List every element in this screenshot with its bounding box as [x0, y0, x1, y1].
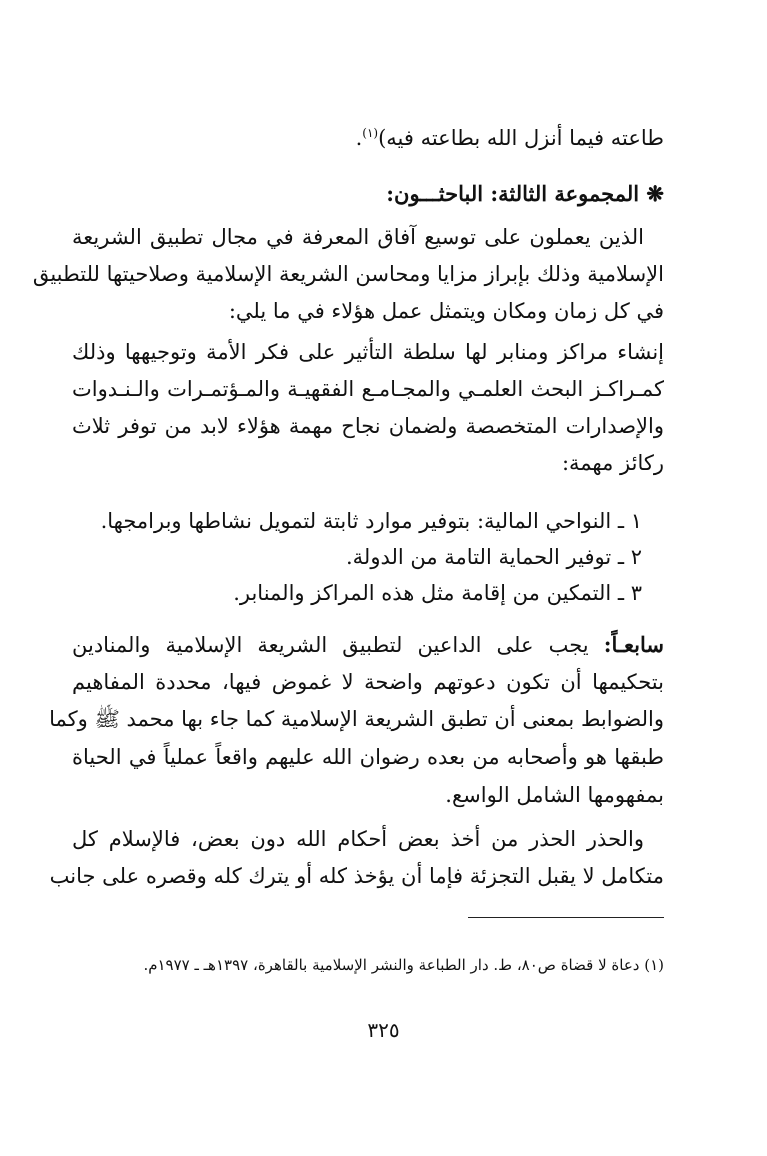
list-item: ٢ ـ توفير الحماية التامة من الدولة.	[345, 545, 642, 569]
paragraph-line: إنشاء مراكز ومنابر لها سلطة التأثير على فكر الأمة وتوجيهها وذلك	[72, 340, 664, 364]
section-heading: ❋ المجموعة الثالثة: الباحثـــون:	[386, 181, 664, 206]
paragraph-line: كمـراكـز البحث العلمـي والمجـامـع الفقهيـة والمـؤتمـرات والـنـدوات	[72, 377, 664, 401]
footnote: (١) دعاة لا قضاة ص٨٠، ط. دار الطباعة والنشر الإسلامية بالقاهرة، ١٣٩٧هـ ـ ١٩٧٧م.	[143, 956, 664, 974]
paragraph-line: طبقها هو وأصحابه من بعده رضوان الله عليهم واقعاً عملياً في الحياة	[72, 745, 664, 769]
section-lead: سابعـاً:	[603, 632, 664, 657]
paragraph-line: ركائز مهمة:	[561, 451, 664, 475]
paragraph-line: في كل زمان ومكان ويتمثل عمل هؤلاء في ما يلي:	[228, 299, 664, 323]
footnote-marker: (١)	[362, 126, 379, 140]
paragraph-line: بمفهومها الشامل الواسع.	[445, 783, 664, 807]
paragraph-line: سابعـاً: يجب على الداعين لتطبيق الشريعة الإسلامية والمنادين	[72, 632, 664, 657]
list-item: ٣ ـ التمكين من إقامة مثل هذه المراكز والمنابر.	[233, 581, 642, 605]
footnote-divider	[468, 917, 664, 918]
list-item: ١ ـ النواحي المالية: بتوفير موارد ثابتة لتمويل نشاطها وبرامجها.	[100, 509, 642, 533]
paragraph-line: والحذر الحذر من أخذ بعض أحكام الله دون بعض، فالإسلام كل	[72, 827, 644, 851]
paragraph-line: الإسلامية وذلك بإبراز مزايا ومحاسن الشريعة الإسلامية وصلاحيتها للتطبيق	[32, 262, 664, 286]
paragraph-line: بتحكيمها أن تكون دعوتهم واضحة لا غموض فيها، محددة المفاهيم	[72, 670, 664, 694]
line-1: طاعته فيما أنزل الله بطاعته فيه)$^{(١)}$.	[355, 126, 664, 150]
paragraph-line: متكامل لا يقبل التجزئة فإما أن يؤخذ كله أو يترك كله وقصره على جانب	[49, 864, 664, 888]
paragraph-line: والضوابط بمعنى أن تطبق الشريعة الإسلامية كما جاء بها محمد ﷺ وكما	[49, 707, 664, 731]
page-number: ٣٢٥	[367, 1018, 400, 1042]
paragraph-line: الذين يعملون على توسيع آفاق المعرفة في مجال تطبيق الشريعة	[72, 225, 644, 249]
paragraph-line: والإصدارات المتخصصة ولضمان نجاح مهمة هؤلاء لابد من توفر ثلاث	[72, 414, 664, 438]
